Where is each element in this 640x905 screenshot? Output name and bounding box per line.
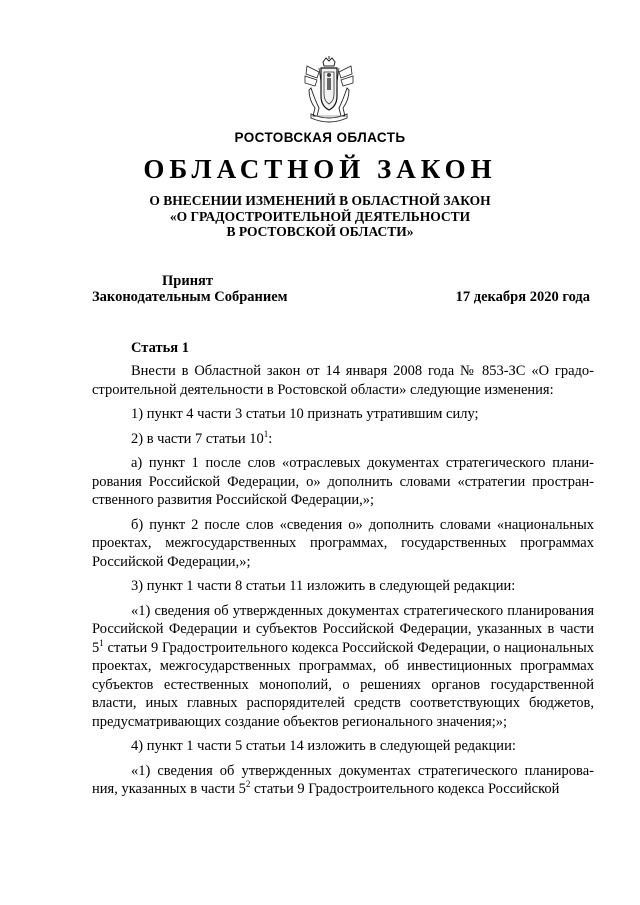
paragraph-text: 2) в части 7 статьи 10 — [131, 430, 264, 447]
adopted-by: Законодательным Собранием — [92, 289, 288, 305]
adopted-label: Принят — [162, 273, 214, 289]
document-title — [0, 193, 640, 240]
region-name: РОСТОВСКАЯ ОБЛАСТЬ — [234, 130, 406, 145]
paragraph-text: статьи 9 Градостроительного кодекса Российской — [250, 781, 560, 797]
paragraph-text: «1) сведения об утвержденных документах стратегического планирования Российской Федерации и субъектов Российской Федерации, указанных в части 5 — [92, 602, 594, 656]
superscript: 1 — [99, 637, 104, 648]
paragraph: 3) пункт 1 части 8 статьи 11 изложить в следующей редакции: — [131, 578, 516, 594]
coat-of-arms-icon — [303, 56, 355, 124]
superscript: 2 — [245, 779, 251, 789]
paragraph: 1) пункт 4 части 3 статьи 10 признать утратившим силу; — [131, 406, 479, 422]
article-body — [92, 362, 594, 805]
title-line: О ВНЕСЕНИИ ИЗМЕНЕНИЙ В ОБЛАСТНОЙ ЗАКОН — [149, 193, 491, 208]
paragraph: б) пункт 2 после слов «сведения о» дополнить словами «национальных проектах, межгосударственных программах, государственных программах Российской Федерации,»; — [92, 516, 594, 570]
paragraph: Внести в Областной закон от 14 января 2008 года № 853-ЗС «О градостроительной деятельности в Ростовской области» следующие изменения: — [92, 363, 594, 398]
paragraph: 4) пункт 1 части 5 статьи 14 изложить в следующей редакции: — [131, 738, 516, 754]
paragraph-text: статьи 9 Градостроительного кодекса Российской Федерации, о национальных проектах, межгосударственных программах, об инвестиционных программах субъектов естественных монополий, о решениях органов государственной власти, иных главных распорядителей средств соответствующих бюджетов, предусматривающих создание объектов регионального значения;»; — [92, 639, 594, 730]
adoption-date: 17 декабря 2020 года — [455, 289, 590, 305]
paragraph: а) пункт 1 после слов «отраслевых документах стратегического планирования Российской Федерации, о» дополнить словами «стратегии пространственного развития Российской Федерации,»; — [92, 455, 594, 508]
paragraph — [92, 602, 594, 732]
paragraph-text: : — [268, 430, 273, 447]
paragraph — [92, 430, 594, 449]
article-heading: Статья 1 — [131, 340, 189, 356]
title-line: «О ГРАДОСТРОИТЕЛЬНОЙ ДЕЯТЕЛЬНОСТИ — [169, 208, 471, 224]
superscript: 1 — [263, 428, 269, 439]
paragraph-text: «1) сведения об утвержденных документах стратегического планирования, указанных в части 5 — [92, 762, 594, 797]
document-type: ОБЛАСТНОЙ ЗАКОН — [143, 154, 497, 184]
paragraph — [92, 762, 594, 799]
title-line: В РОСТОВСКОЙ ОБЛАСТИ» — [226, 224, 414, 239]
